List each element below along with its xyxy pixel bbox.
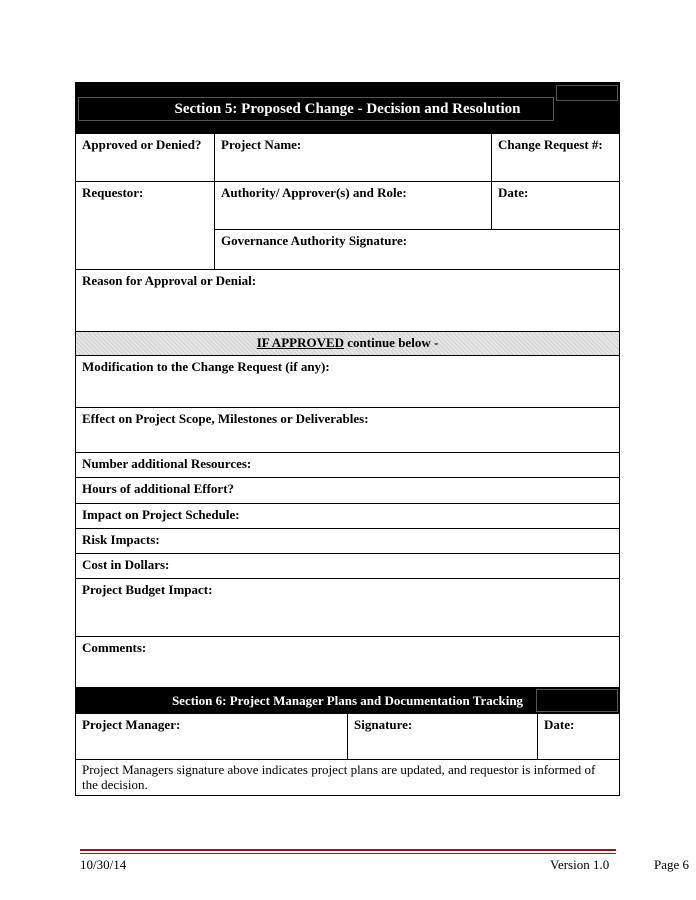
if-approved-banner xyxy=(76,332,620,356)
change-request-number-field[interactable]: Change Request #: xyxy=(492,134,620,182)
section5-title: Section 5: Proposed Change - Decision and Resolution xyxy=(174,101,521,117)
risk-field[interactable]: Risk Impacts: xyxy=(76,529,620,554)
section6-header xyxy=(76,688,620,714)
footer-date: 10/30/14 xyxy=(80,857,127,872)
comments-field[interactable]: Comments: xyxy=(76,637,620,688)
budget-field[interactable]: Project Budget Impact: xyxy=(76,579,620,637)
cost-field[interactable]: Cost in Dollars: xyxy=(76,554,620,579)
reason-field[interactable]: Reason for Approval or Denial: xyxy=(76,270,620,332)
pm-note: Project Managers signature above indicates project plans are updated, and requestor is informed of the decision. xyxy=(76,760,620,796)
resources-field[interactable]: Number additional Resources: xyxy=(76,453,620,478)
if-approved-label: IF APPROVED xyxy=(256,335,345,350)
section5-table xyxy=(75,82,620,688)
project-name-field[interactable]: Project Name: xyxy=(215,134,492,182)
if-approved-continue: continue below - xyxy=(344,335,439,350)
pm-date-field[interactable]: Date: xyxy=(538,714,620,760)
section6-title: Section 6: Project Manager Plans and Documentation Tracking xyxy=(171,692,524,708)
section5-header xyxy=(76,83,620,134)
modification-field[interactable]: Modification to the Change Request (if any): xyxy=(76,356,620,408)
effect-field[interactable]: Effect on Project Scope, Milestones or Deliverables: xyxy=(76,408,620,453)
footer-rule xyxy=(80,849,616,851)
hours-field[interactable]: Hours of additional Effort? xyxy=(76,478,620,504)
pm-signature-field[interactable]: Signature: xyxy=(348,714,538,760)
approved-or-denied-field[interactable]: Approved or Denied? xyxy=(76,134,215,182)
footer-rule-thin xyxy=(80,853,616,854)
requestor-field[interactable]: Requestor: xyxy=(76,182,215,270)
project-manager-field[interactable]: Project Manager: xyxy=(76,714,348,760)
section6-table xyxy=(75,687,620,796)
footer-version: Version 1.0 xyxy=(550,857,610,872)
governance-signature-field[interactable]: Governance Authority Signature: xyxy=(215,230,620,270)
schedule-field[interactable]: Impact on Project Schedule: xyxy=(76,504,620,529)
change-request-form xyxy=(75,82,619,796)
authority-approvers-field[interactable]: Authority/ Approver(s) and Role: xyxy=(215,182,492,230)
footer-page: Page 6 xyxy=(654,857,690,872)
decision-date-field[interactable]: Date: xyxy=(492,182,620,230)
